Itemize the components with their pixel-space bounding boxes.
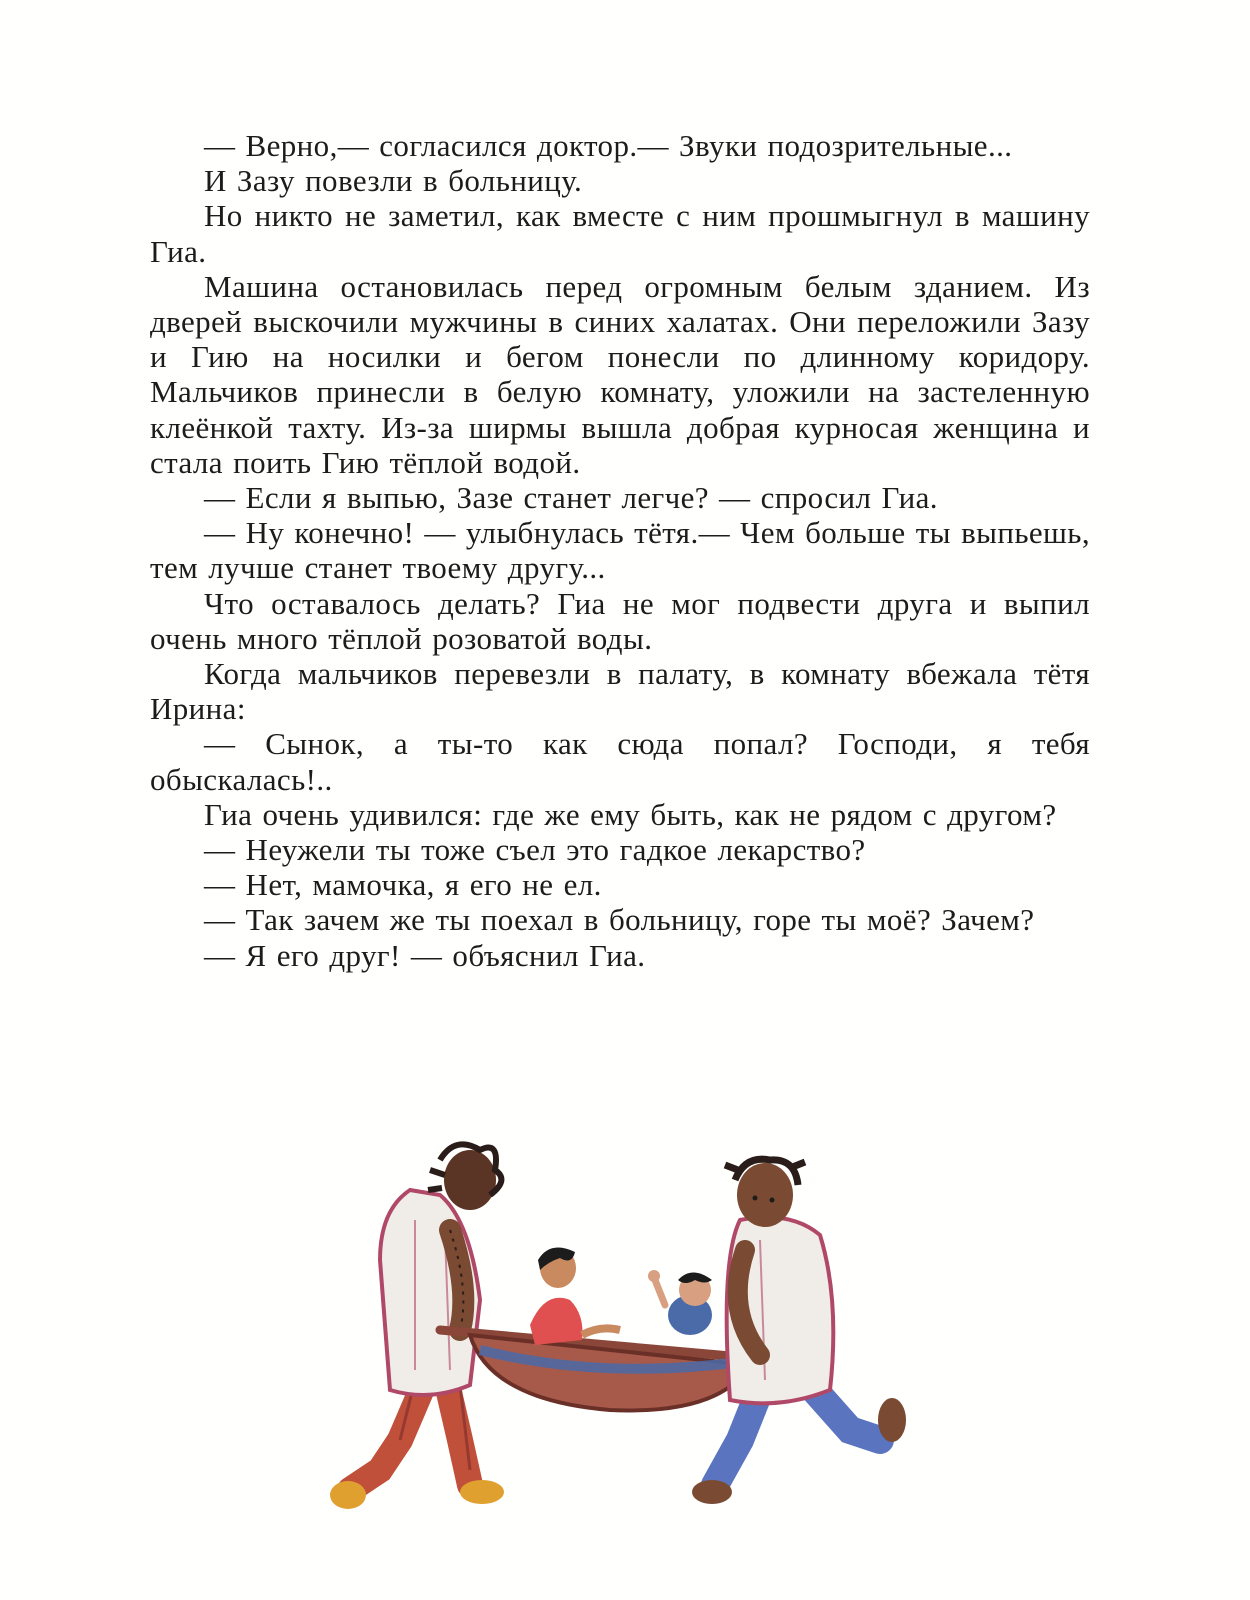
paragraph: Но никто не заметил, как вместе с ним прошмыгнул в машину Гиа.: [150, 198, 1090, 269]
left-orderly-back-shoe: [330, 1481, 366, 1509]
boy-zaza: [648, 1270, 712, 1335]
paragraph: — Если я выпью, Зазе станет легче? — спросил Гиа.: [204, 480, 938, 516]
right-orderly-front-shoe: [878, 1398, 906, 1442]
left-orderly-head: [444, 1150, 496, 1210]
paragraph: Машина остановилась перед огромным белым зданием. Из дверей выскочили мужчины в синих халатах. Они переложили Зазу и Гию на носилки и бегом понесли по длинному коридору. Мальчиков принесли в белую комнату, уложили на застеленную клеёнкой тахту. Из-за ширмы вышла добрая курносая женщина и стала поить Гию тёплой водой.: [150, 268, 1090, 480]
stretcher-illustration: [320, 1140, 920, 1520]
paragraph: — Я его друг! — объяснил Гиа.: [204, 937, 646, 973]
paragraph: Что оставалось делать? Гиа не мог подвести друга и выпил очень много тёплой розоватой воды.: [150, 585, 1090, 656]
right-orderly-head: [737, 1163, 793, 1227]
paragraph: — Верно,— согласился доктор.— Звуки подозрительные...: [204, 128, 1013, 163]
stretcher: [440, 1330, 775, 1410]
right-orderly: [692, 1159, 906, 1504]
story-text: [150, 128, 1090, 973]
left-orderly-front-shoe: [460, 1480, 504, 1504]
boy-gia: [530, 1248, 620, 1346]
paragraph: Гиа очень удивился: где же ему быть, как не рядом с другом?: [204, 796, 1057, 832]
paragraph: — Ну конечно! — улыбнулась тётя.— Чем больше ты выпьешь, тем лучше станет твоему другу...: [150, 515, 1090, 586]
paragraph: Когда мальчиков перевезли в палату, в комнату вбежала тётя Ирина:: [150, 656, 1090, 727]
left-orderly-arm: [450, 1230, 463, 1330]
left-orderly: [330, 1144, 504, 1509]
paragraph: — Сынок, а ты-то как сюда попал? Господи, я тебя обыскалась!..: [150, 726, 1090, 797]
paragraph: — Нет, мамочка, я его не ел.: [204, 867, 602, 903]
paragraph: — Неужели ты тоже съел это гадкое лекарство?: [204, 832, 866, 868]
right-orderly-back-shoe: [692, 1480, 732, 1504]
boy-zaza-waving-arm: [655, 1280, 665, 1305]
paragraph: — Так зачем же ты поехал в больницу, горе ты моё? Зачем?: [204, 902, 1035, 938]
boy-gia-shirt: [530, 1298, 583, 1345]
paragraph: И Зазу повезли в больницу.: [204, 163, 583, 199]
